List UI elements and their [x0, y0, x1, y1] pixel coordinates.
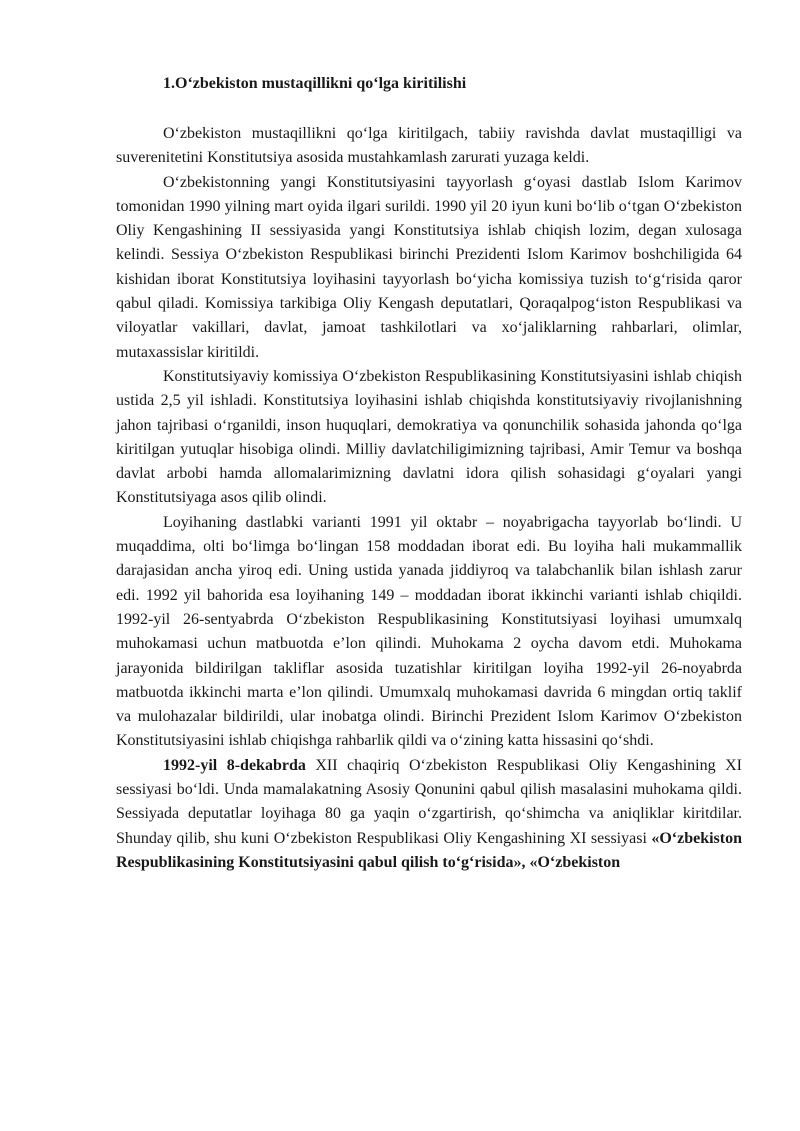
document-page — [116, 72, 742, 875]
paragraph-2: O‘zbekistonning yangi Konstitutsiyasini tayyorlash g‘oyasi dastlab Islom Karimov tomonidan 1990 yilning mart oyida ilgari surildi. 1990 yil 20 iyun kuni bo‘lib o‘tgan O‘zbekiston Oliy Kengashining II sessiyasida yangi Konstitutsiya ishlab chiqish lozim, degan xulosaga kelindi. Sessiya O‘zbekiston Respublikasi birinchi Prezidenti Islom Karimov boshchiligida 64 kishidan iborat Konstitutsiya loyihasini tayyorlash bo‘yicha komissiya tuzish to‘g‘risida qaror qabul qiladi. Komissiya tarkibiga Oliy Kengash deputatlari, Qoraqalpog‘iston Respublikasi va viloyatlar vakillari, davlat, jamoat tashkilotlari va xo‘jaliklarning rahbarlari, olimlar, mutaxassislar kiritildi. — [116, 173, 742, 361]
paragraph-3: Konstitutsiyaviy komissiya O‘zbekiston Respublikasining Konstitutsiyasini ishlab chiqish ustida 2,5 yil ishladi. Konstitutsiya loyihasini ishlab chiqishda konstitutsiyaviy rivojlanishning jahon tajribasi o‘rganildi, inson huquqlari, demokratiya va qonunchilik sohasida jahonda qo‘lga kiritilgan yutuqlar hisobiga olindi. Milliy davlatchiligimizning tajribasi, Amir Temur va boshqa davlat arbobi hamda allomalarimizning davlatni idora qilish sohasidagi g‘oyalari yangi Konstitutsiyaga asos qilib olindi. — [116, 367, 742, 507]
paragraph-5-text: XII chaqiriq O‘zbekiston Respublikasi Oliy Kengashining XI sessiyasi bo‘ldi. Unda mamalakatning Asosiy Qonunini qabul qilish masalasini muhokama qildi. Sessiyada deputatlar loyihaga 80 ga yaqin o‘zgartirish, qo‘shimcha va aniqliklar kiritdilar. Shunday qilib, shu kuni O‘zbekiston Respublikasi Oliy Kengashining XI sessiyasi — [116, 756, 743, 847]
paragraph-4: Loyihaning dastlabki varianti 1991 yil oktabr – noyabrigacha tayyorlab bo‘lindi. U muqaddima, olti bo‘limga bo‘lingan 158 moddadan iborat edi. Bu loyiha hali mukammallik darajasidan ancha yiroq edi. Uning ustida yanada jiddiyroq va talabchanlik bilan ishlash zarur edi. 1992 yil bahorida esa loyihaning 149 – moddadan iborat ikkinchi varianti ishlab chiqildi. 1992-yil 26-sentyabrda O‘zbekiston Respublikasining Konstitutsiyasi loyihasi umumxalq muhokamasi uchun matbuotda e’lon qilindi. Muhokama 2 oycha davom etdi. Muhokama jarayonida bildirilgan takliflar asosida tuzatishlar kiritilgan loyiha 1992-yil 26-noyabrda matbuotda ikkinchi marta e’lon qilindi. Umumxalq muhokamasi davrida 6 mingdan ortiq taklif va mulohazalar bildirildi, ular inobatga olindi. Birinchi Prezident Islom Karimov O‘zbekiston Konstitutsiyasini ishlab chiqishga rahbarlik qildi va o‘zining katta hissasini qo‘shdi. — [116, 513, 742, 750]
bold-title: «O‘zbekiston Respublikasining Konstitutsiyasini qabul qilish to‘g‘risida», «O‘zbekiston — [116, 829, 742, 871]
bold-date: 1992-yil 8-dekabrda — [163, 756, 306, 774]
paragraph-5 — [116, 754, 742, 875]
paragraph-1: O‘zbekiston mustaqillikni qo‘lga kiritilgach, tabiiy ravishda davlat mustaqilligi va suverenitetini Konstitutsiya asosida mustahkamlash zarurati yuzaga keldi. — [116, 125, 742, 167]
section-heading: 1.O‘zbekiston mustaqillikni qo‘lga kiritilishi — [163, 75, 467, 92]
